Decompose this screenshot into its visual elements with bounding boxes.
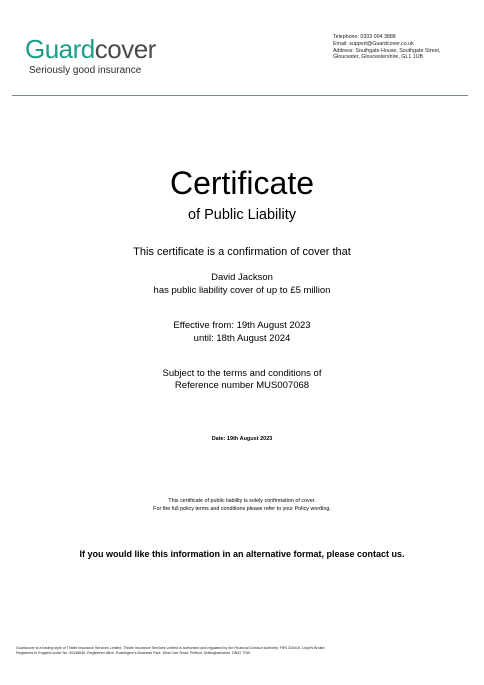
certificate-title: Certificate <box>169 165 315 201</box>
contact-address-line-1: Address: Southgate House, Southgate Street, <box>333 47 441 54</box>
alternative-format-notice: If you would like this information in an alternative format, please contact us. <box>79 549 405 559</box>
cover-statement: has public liability cover of up to £5 million <box>153 285 331 296</box>
legal-footer <box>16 646 476 656</box>
certificate-subtitle: of Public Liability <box>188 207 296 223</box>
certificate-date: Date: 19th August 2023 <box>211 436 273 442</box>
disclaimer-line-2: For the full policy terms and conditions please refer to your Policy wording. <box>153 506 331 512</box>
disclaimer-line-1: This certificate of public liability is solely confirmation of cover. <box>168 498 316 504</box>
contact-address-line-2: Gloucester, Gloucestershire, GL1 1UB <box>333 54 424 61</box>
contact-block <box>333 34 478 61</box>
contact-email: Email: support@Guardcover.co.uk <box>333 40 414 47</box>
terms-line: Subject to the terms and conditions of <box>162 368 322 379</box>
certificate-intro: This certificate is a confirmation of cover that <box>133 246 351 258</box>
reference-number: Reference number MUS007068 <box>174 380 310 391</box>
footer-line-2: Registered in England under No. 00338645. Registered office: Rossington's Business Park, West Carr Road, Retford, Nottinghamshire, DN22 7SW. <box>16 651 251 655</box>
policy-holder-name: David Jackson <box>211 272 273 283</box>
logo-wordmark-guard: Guard <box>25 34 95 64</box>
footer-line-1: Guardcover is a trading style of Thistle Insurance Services Limited. Thistle Insurance Services Limited is authorised and regulated by the Financial Conduct Authority. FRN 310419. Lloyd's Broker. <box>16 646 326 650</box>
header-divider <box>12 95 468 96</box>
logo-wordmark <box>25 36 156 62</box>
guardcover-logo <box>25 36 156 76</box>
effective-until: until: 18th August 2024 <box>193 333 291 344</box>
contact-phone: Telephone: 0333 004 3888 <box>333 34 396 40</box>
logo-wordmark-cover: cover <box>94 34 156 64</box>
effective-from: Effective from: 19th August 2023 <box>173 320 311 331</box>
logo-tagline: Seriously good insurance <box>29 65 142 76</box>
